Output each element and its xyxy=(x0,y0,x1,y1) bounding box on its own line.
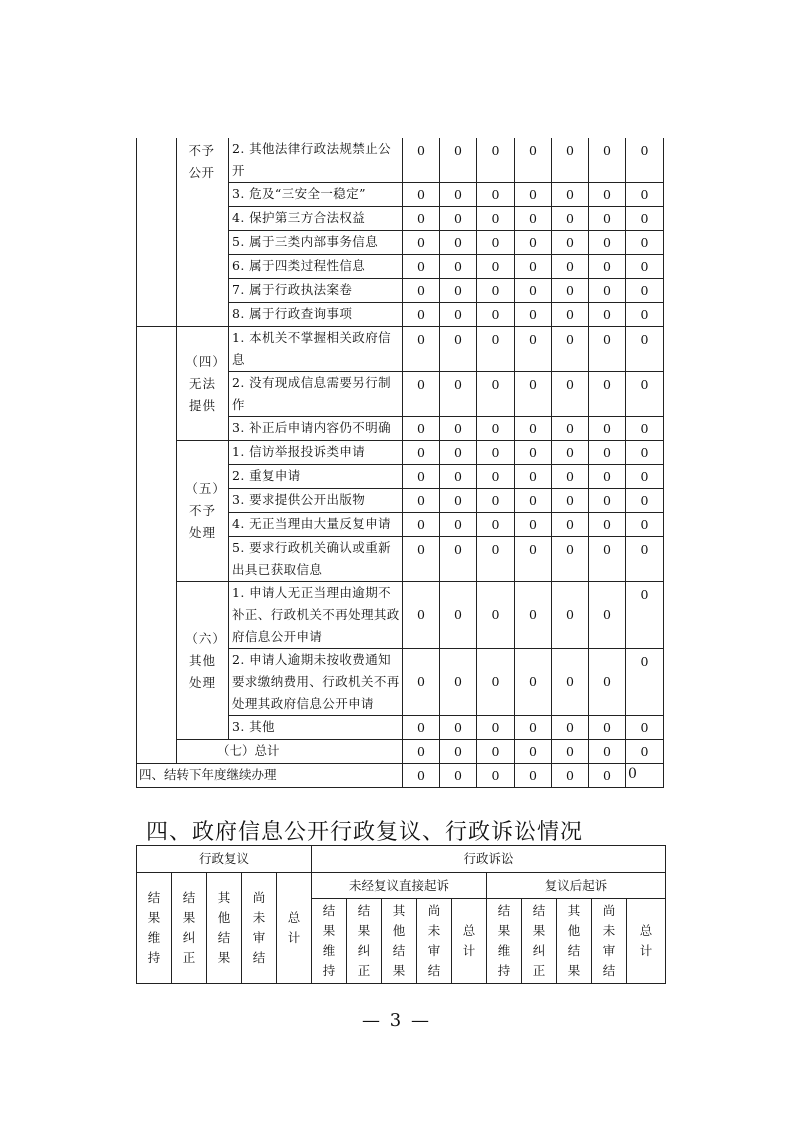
value-cell: 0 xyxy=(589,465,626,489)
value-cell: 0 xyxy=(626,279,664,303)
value-cell: 0 xyxy=(626,441,664,465)
direct-col-1: 结果维持 xyxy=(312,899,347,984)
value-cell: 0 xyxy=(552,465,589,489)
value-cell: 0 xyxy=(477,764,515,788)
outer-blank-cell xyxy=(137,303,177,327)
value-cell: 0 xyxy=(589,489,626,513)
value-cell: 0 xyxy=(552,279,589,303)
outer-blank-cell xyxy=(137,716,177,740)
after-review-header: 复议后起诉 xyxy=(487,873,666,899)
value-cell: 0 xyxy=(589,582,626,649)
value-cell: 0 xyxy=(477,138,515,183)
after-col-2: 结果纠正 xyxy=(522,899,557,984)
value-cell: 0 xyxy=(403,740,440,764)
value-cell: 0 xyxy=(440,764,477,788)
after-col-1: 结果维持 xyxy=(487,899,522,984)
value-cell: 0 xyxy=(552,138,589,183)
value-cell: 0 xyxy=(440,489,477,513)
outer-blank-cell xyxy=(137,183,177,207)
value-cell: 0 xyxy=(477,417,515,441)
value-cell: 0 xyxy=(589,183,626,207)
value-cell: 0 xyxy=(515,649,552,716)
outer-blank-cell xyxy=(137,327,177,372)
value-cell: 0 xyxy=(515,537,552,582)
value-cell: 0 xyxy=(477,465,515,489)
value-cell: 0 xyxy=(477,649,515,716)
value-cell: 0 xyxy=(440,649,477,716)
value-cell: 0 xyxy=(440,183,477,207)
value-cell: 0 xyxy=(403,441,440,465)
direct-col-4: 尚未审结 xyxy=(417,899,452,984)
outer-blank-cell xyxy=(137,207,177,231)
subcategory-label: 1. 信访举报投诉类申请 xyxy=(229,441,403,465)
value-cell: 0 xyxy=(552,417,589,441)
outer-blank-cell xyxy=(137,740,177,764)
review-col-4: 尚未审结 xyxy=(242,873,277,984)
value-cell: 0 xyxy=(626,138,664,183)
subcategory-label: 4. 无正当理由大量反复申请 xyxy=(229,513,403,537)
value-cell: 0 xyxy=(515,465,552,489)
value-cell: 0 xyxy=(477,489,515,513)
subcategory-label: 8. 属于行政查询事项 xyxy=(229,303,403,327)
value-cell: 0 xyxy=(626,764,664,788)
outer-blank-cell xyxy=(137,513,177,537)
value-cell: 0 xyxy=(440,441,477,465)
value-cell: 0 xyxy=(552,207,589,231)
value-cell: 0 xyxy=(477,327,515,372)
value-cell: 0 xyxy=(477,582,515,649)
value-cell: 0 xyxy=(403,183,440,207)
value-cell: 0 xyxy=(403,327,440,372)
value-cell: 0 xyxy=(440,513,477,537)
value-cell: 0 xyxy=(403,303,440,327)
total-label: （七）总计 xyxy=(177,740,403,764)
value-cell: 0 xyxy=(626,649,664,716)
value-cell: 0 xyxy=(477,716,515,740)
category-cell: （六）其他处理 xyxy=(177,582,229,740)
outer-blank-cell xyxy=(137,417,177,441)
direct-suit-header: 未经复议直接起诉 xyxy=(312,873,487,899)
value-cell: 0 xyxy=(403,465,440,489)
subcategory-label: 1. 本机关不掌握相关政府信息 xyxy=(229,327,403,372)
outer-blank-cell xyxy=(137,465,177,489)
value-cell: 0 xyxy=(515,764,552,788)
value-cell: 0 xyxy=(552,582,589,649)
value-cell: 0 xyxy=(626,537,664,582)
litigation-header: 行政诉讼 xyxy=(312,846,666,873)
value-cell: 0 xyxy=(403,649,440,716)
value-cell: 0 xyxy=(440,327,477,372)
value-cell: 0 xyxy=(515,716,552,740)
outer-blank-cell xyxy=(137,255,177,279)
value-cell: 0 xyxy=(403,207,440,231)
value-cell: 0 xyxy=(626,582,664,649)
outer-blank-cell xyxy=(137,138,177,183)
outer-blank-cell xyxy=(137,537,177,582)
value-cell: 0 xyxy=(440,303,477,327)
subcategory-label: 2. 没有现成信息需要另行制作 xyxy=(229,372,403,417)
value-cell: 0 xyxy=(440,372,477,417)
value-cell: 0 xyxy=(626,183,664,207)
value-cell: 0 xyxy=(552,327,589,372)
value-cell: 0 xyxy=(515,513,552,537)
value-cell: 0 xyxy=(477,279,515,303)
subcategory-label: 2. 申请人逾期未按收费通知要求缴纳费用、行政机关不再处理其政府信息公开申请 xyxy=(229,649,403,716)
category-cell: （四）无法提供 xyxy=(177,327,229,441)
value-cell: 0 xyxy=(477,441,515,465)
value-cell: 0 xyxy=(626,716,664,740)
outer-blank-cell xyxy=(137,279,177,303)
value-cell: 0 xyxy=(403,231,440,255)
subcategory-label: 3. 要求提供公开出版物 xyxy=(229,489,403,513)
value-cell: 0 xyxy=(515,303,552,327)
value-cell: 0 xyxy=(440,716,477,740)
value-cell: 0 xyxy=(477,303,515,327)
value-cell: 0 xyxy=(477,255,515,279)
value-cell: 0 xyxy=(477,513,515,537)
value-cell: 0 xyxy=(589,441,626,465)
value-cell: 0 xyxy=(626,740,664,764)
value-cell: 0 xyxy=(403,513,440,537)
value-cell: 0 xyxy=(589,279,626,303)
value-cell: 0 xyxy=(477,740,515,764)
value-cell: 0 xyxy=(589,303,626,327)
value-cell: 0 xyxy=(515,489,552,513)
direct-col-3: 其他结果 xyxy=(382,899,417,984)
subcategory-label: 4. 保护第三方合法权益 xyxy=(229,207,403,231)
value-cell: 0 xyxy=(515,207,552,231)
value-cell: 0 xyxy=(515,417,552,441)
page-number: — 3 — xyxy=(362,1010,431,1031)
review-litigation-table xyxy=(136,845,666,984)
value-cell: 0 xyxy=(515,183,552,207)
value-cell: 0 xyxy=(440,537,477,582)
subcategory-label: 3. 危及“三安全一稳定” xyxy=(229,183,403,207)
value-cell: 0 xyxy=(515,740,552,764)
value-cell: 0 xyxy=(589,740,626,764)
subcategory-label: 3. 补正后申请内容仍不明确 xyxy=(229,417,403,441)
review-col-1: 结果维持 xyxy=(137,873,172,984)
value-cell: 0 xyxy=(515,441,552,465)
disclosure-handling-table xyxy=(136,138,664,788)
value-cell: 0 xyxy=(515,255,552,279)
after-col-5: 总计 xyxy=(627,899,666,984)
value-cell: 0 xyxy=(626,465,664,489)
value-cell: 0 xyxy=(477,537,515,582)
value-cell: 0 xyxy=(552,513,589,537)
value-cell: 0 xyxy=(589,417,626,441)
value-cell: 0 xyxy=(403,279,440,303)
value-cell: 0 xyxy=(552,372,589,417)
subcategory-label: 7. 属于行政执法案卷 xyxy=(229,279,403,303)
value-cell: 0 xyxy=(403,255,440,279)
value-cell: 0 xyxy=(589,231,626,255)
value-cell: 0 xyxy=(552,740,589,764)
subcategory-label: 2. 重复申请 xyxy=(229,465,403,489)
value-cell: 0 xyxy=(589,513,626,537)
carryover-label: 四、结转下年度继续办理 xyxy=(137,764,403,788)
outer-blank-cell xyxy=(137,372,177,417)
value-cell: 0 xyxy=(626,327,664,372)
outer-blank-cell xyxy=(137,649,177,716)
value-cell: 0 xyxy=(440,279,477,303)
section-4-heading: 四、政府信息公开行政复议、行政诉讼情况 xyxy=(146,820,584,845)
review-col-5: 总计 xyxy=(277,873,312,984)
value-cell: 0 xyxy=(589,764,626,788)
value-cell: 0 xyxy=(589,716,626,740)
outer-blank-cell xyxy=(137,231,177,255)
value-cell: 0 xyxy=(552,489,589,513)
value-cell: 0 xyxy=(515,372,552,417)
review-col-2: 结果纠正 xyxy=(172,873,207,984)
direct-col-2: 结果纠正 xyxy=(347,899,382,984)
value-cell: 0 xyxy=(440,417,477,441)
value-cell: 0 xyxy=(440,255,477,279)
value-cell: 0 xyxy=(552,537,589,582)
value-cell: 0 xyxy=(589,207,626,231)
value-cell: 0 xyxy=(440,582,477,649)
value-cell: 0 xyxy=(626,303,664,327)
after-col-4: 尚未审结 xyxy=(592,899,627,984)
value-cell: 0 xyxy=(403,582,440,649)
value-cell: 0 xyxy=(589,649,626,716)
value-cell: 0 xyxy=(626,255,664,279)
value-cell: 0 xyxy=(403,417,440,441)
value-cell: 0 xyxy=(440,465,477,489)
subcategory-label: 3. 其他 xyxy=(229,716,403,740)
value-cell: 0 xyxy=(552,303,589,327)
value-cell: 0 xyxy=(477,183,515,207)
value-cell: 0 xyxy=(477,372,515,417)
value-cell: 0 xyxy=(403,716,440,740)
subcategory-label: 1. 申请人无正当理由逾期不补正、行政机关不再处理其政府信息公开申请 xyxy=(229,582,403,649)
outer-blank-cell xyxy=(137,582,177,649)
subcategory-label: 5. 要求行政机关确认或重新出具已获取信息 xyxy=(229,537,403,582)
value-cell: 0 xyxy=(403,372,440,417)
review-col-3: 其他结果 xyxy=(207,873,242,984)
value-cell: 0 xyxy=(440,138,477,183)
value-cell: 0 xyxy=(403,764,440,788)
value-cell: 0 xyxy=(589,372,626,417)
after-col-3: 其他结果 xyxy=(557,899,592,984)
subcategory-label: 2. 其他法律行政法规禁止公开 xyxy=(229,138,403,183)
value-cell: 0 xyxy=(589,255,626,279)
value-cell: 0 xyxy=(515,279,552,303)
value-cell: 0 xyxy=(589,537,626,582)
value-cell: 0 xyxy=(552,231,589,255)
value-cell: 0 xyxy=(626,417,664,441)
value-cell: 0 xyxy=(515,582,552,649)
subcategory-label: 5. 属于三类内部事务信息 xyxy=(229,231,403,255)
value-cell: 0 xyxy=(440,207,477,231)
outer-blank-cell xyxy=(137,441,177,465)
value-cell: 0 xyxy=(477,207,515,231)
value-cell: 0 xyxy=(626,207,664,231)
value-cell: 0 xyxy=(552,183,589,207)
review-header: 行政复议 xyxy=(137,846,312,873)
value-cell: 0 xyxy=(515,231,552,255)
value-cell: 0 xyxy=(552,716,589,740)
value-cell: 0 xyxy=(626,372,664,417)
value-cell: 0 xyxy=(515,327,552,372)
category-cell: 不予公开 xyxy=(177,138,229,327)
subcategory-label: 6. 属于四类过程性信息 xyxy=(229,255,403,279)
value-cell: 0 xyxy=(403,489,440,513)
value-cell: 0 xyxy=(552,649,589,716)
value-cell: 0 xyxy=(552,764,589,788)
value-cell: 0 xyxy=(515,138,552,183)
value-cell: 0 xyxy=(477,231,515,255)
outer-blank-cell xyxy=(137,489,177,513)
value-cell: 0 xyxy=(403,537,440,582)
category-cell: （五）不予处理 xyxy=(177,441,229,582)
value-cell: 0 xyxy=(626,231,664,255)
value-cell: 0 xyxy=(626,513,664,537)
value-cell: 0 xyxy=(440,231,477,255)
direct-col-5: 总计 xyxy=(452,899,487,984)
value-cell: 0 xyxy=(403,138,440,183)
value-cell: 0 xyxy=(440,740,477,764)
value-cell: 0 xyxy=(626,489,664,513)
value-cell: 0 xyxy=(589,327,626,372)
value-cell: 0 xyxy=(552,255,589,279)
value-cell: 0 xyxy=(552,441,589,465)
value-cell: 0 xyxy=(589,138,626,183)
